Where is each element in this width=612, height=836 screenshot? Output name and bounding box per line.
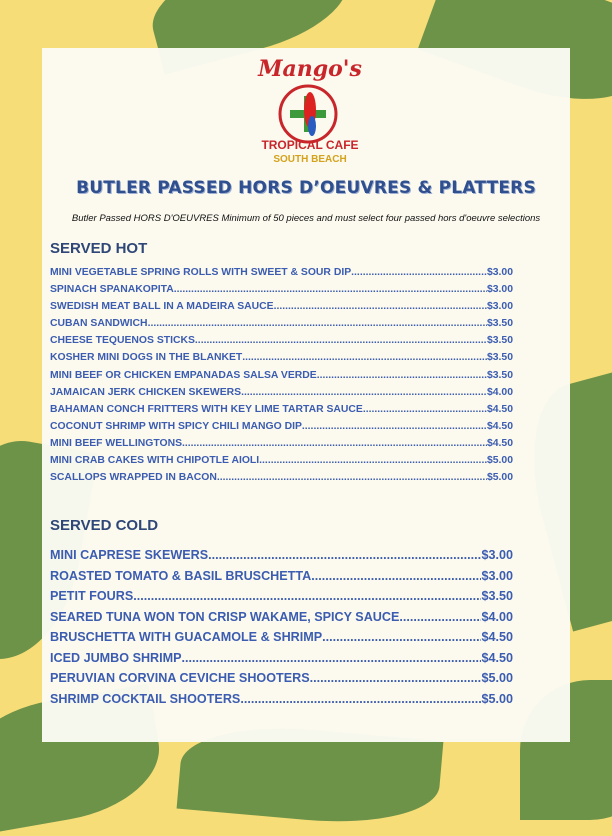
- hot-items-list: [50, 264, 513, 486]
- item-name: KOSHER MINI DOGS IN THE BLANKET: [50, 352, 243, 364]
- item-name: COCONUT SHRIMP WITH SPICY CHILI MANGO DIP: [50, 420, 302, 432]
- svg-text:Mango's: Mango's: [258, 56, 362, 82]
- dot-leader: [399, 607, 481, 628]
- item-name: PETIT FOURS: [50, 589, 134, 603]
- page-subtitle: Butler Passed HORS D'OEUVRES Minimum of 50 pieces and must select four passed hors d'oeuvre selections: [71, 213, 541, 224]
- menu-item: [50, 349, 513, 366]
- dot-leader: [317, 367, 487, 384]
- item-name: MINI CRAB CAKES WITH CHIPOTLE AIOLI: [50, 455, 260, 467]
- menu-item: [50, 264, 513, 281]
- item-price: $4.50: [486, 403, 513, 415]
- dot-leader: [274, 298, 487, 315]
- menu-item: [50, 384, 513, 401]
- item-name: BRUSCHETTA WITH GUACAMOLE & SHRIMP: [50, 630, 323, 644]
- section-heading-hot: SERVED HOT: [50, 240, 148, 257]
- dot-leader: [241, 384, 487, 401]
- dot-leader: [174, 281, 487, 298]
- item-name: SHRIMP COCKTAIL SHOOTERS: [50, 691, 241, 706]
- menu-item: [50, 545, 513, 566]
- item-name: MINI VEGETABLE SPRING ROLLS WITH SWEET & SOUR DIP: [50, 267, 352, 278]
- menu-item: [50, 418, 513, 435]
- svg-text:TROPICAL CAFE: TROPICAL CAFE: [261, 138, 359, 152]
- dot-leader: [259, 452, 487, 469]
- item-name: SWEDISH MEAT BALL IN A MADEIRA SAUCE: [50, 301, 274, 313]
- item-price: $3.00: [481, 548, 513, 562]
- menu-item: [50, 586, 513, 607]
- item-price: $4.50: [486, 437, 513, 449]
- dot-leader: [302, 418, 487, 435]
- menu-item: [50, 435, 513, 452]
- item-price: $3.50: [486, 318, 513, 330]
- menu-item: [50, 689, 513, 710]
- dot-leader: [148, 315, 487, 332]
- item-price: $3.50: [486, 352, 513, 364]
- dot-leader: [351, 264, 487, 281]
- item-price: $4.50: [486, 420, 513, 432]
- item-price: $3.00: [486, 284, 513, 296]
- dot-leader: [182, 648, 482, 669]
- menu-item: [50, 607, 513, 628]
- item-name: SPINACH SPANAKOPITA: [50, 284, 174, 296]
- item-price: $3.00: [486, 301, 513, 313]
- item-price: $3.00: [486, 267, 513, 278]
- menu-item: [50, 367, 513, 384]
- menu-item: [50, 315, 513, 332]
- item-price: $4.00: [481, 609, 513, 624]
- section-heading-cold: SERVED COLD: [50, 517, 159, 534]
- dot-leader: [195, 332, 487, 349]
- dot-leader: [208, 545, 481, 566]
- item-price: $4.00: [486, 386, 513, 398]
- menu-item: [50, 648, 513, 669]
- menu-item: [50, 332, 513, 349]
- item-name: ICED JUMBO SHRIMP: [50, 650, 182, 665]
- item-price: $5.00: [481, 671, 513, 685]
- item-name: MINI BEEF OR CHICKEN EMPANADAS SALSA VERDE: [50, 369, 317, 381]
- item-price: $4.50: [481, 630, 513, 644]
- menu-item: [50, 627, 513, 648]
- dot-leader: [322, 627, 481, 648]
- page-title: BUTLER PASSED HORS D’OEUVRES & PLATTERS: [76, 178, 536, 198]
- item-price: $5.00: [481, 691, 513, 706]
- dot-leader: [311, 566, 481, 587]
- item-name: MINI CAPRESE SKEWERS: [50, 548, 209, 562]
- dot-leader: [133, 586, 481, 607]
- dot-leader: [310, 668, 482, 689]
- item-name: PERUVIAN CORVINA CEVICHE SHOOTERS: [50, 671, 310, 685]
- item-name: MINI BEEF WELLINGTONS: [50, 437, 182, 449]
- item-name: SEARED TUNA WON TON CRISP WAKAME, SPICY SAUCE: [50, 609, 400, 624]
- item-price: $3.50: [486, 369, 513, 381]
- item-name: ROASTED TOMATO & BASIL BRUSCHETTA: [50, 568, 312, 583]
- mangos-logo: [250, 52, 370, 164]
- menu-item: [50, 452, 513, 469]
- menu-item: [50, 469, 513, 486]
- item-name: JAMAICAN JERK CHICKEN SKEWERS: [50, 386, 242, 398]
- dot-leader: [240, 689, 481, 710]
- item-price: $3.00: [481, 568, 513, 583]
- item-price: $5.00: [486, 455, 513, 467]
- menu-item: [50, 401, 513, 418]
- menu-item: [50, 566, 513, 587]
- item-name: BAHAMAN CONCH FRITTERS WITH KEY LIME TARTAR SAUCE: [50, 403, 363, 415]
- menu-item: [50, 298, 513, 315]
- dot-leader: [363, 401, 487, 418]
- cold-items-list: [50, 545, 513, 709]
- item-name: CUBAN SANDWICH: [50, 318, 148, 330]
- dot-leader: [217, 469, 487, 486]
- menu-item: [50, 668, 513, 689]
- item-price: $3.50: [481, 589, 513, 603]
- menu-item: [50, 281, 513, 298]
- item-price: $5.00: [486, 472, 513, 484]
- item-price: $3.50: [486, 335, 513, 347]
- svg-text:SOUTH BEACH: SOUTH BEACH: [273, 154, 347, 164]
- item-name: CHEESE TEQUENOS STICKS: [50, 335, 195, 347]
- item-name: SCALLOPS WRAPPED IN BACON: [50, 472, 217, 484]
- dot-leader: [182, 435, 487, 452]
- dot-leader: [242, 349, 487, 366]
- item-price: $4.50: [481, 650, 513, 665]
